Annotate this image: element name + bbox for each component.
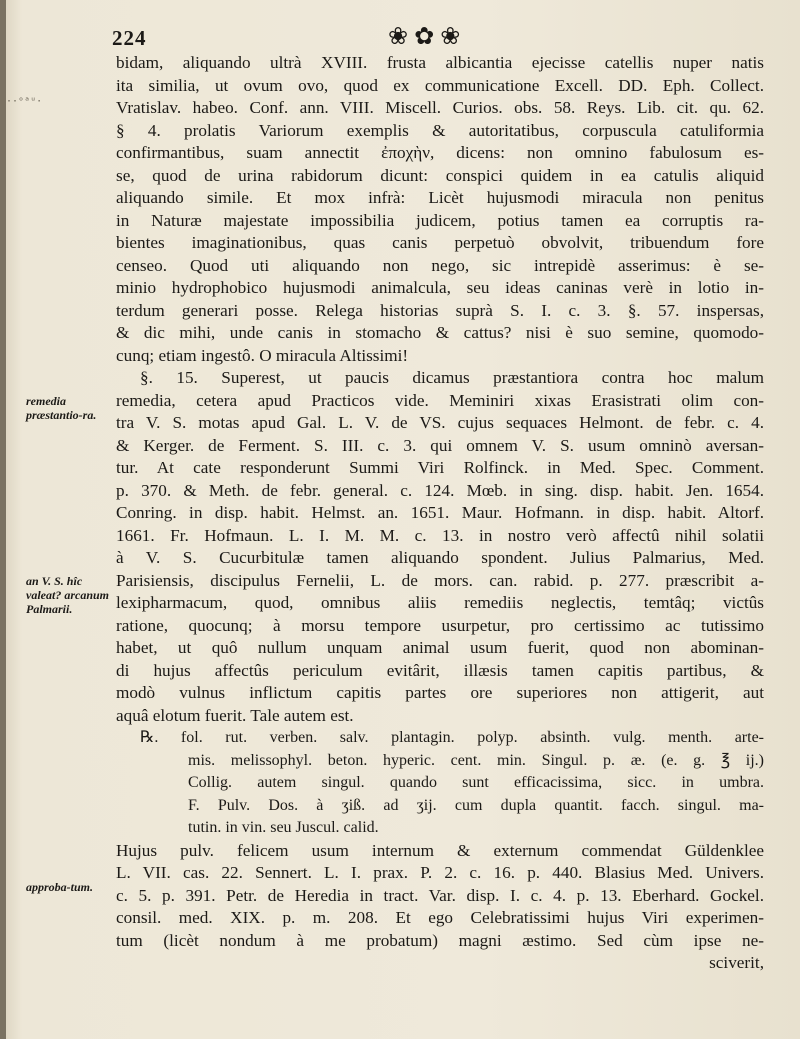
- marginal-note-remedia: remedia præstantio-ra.: [26, 394, 97, 422]
- text-line: bientes imaginationibus, quas canis perpetuò obvolvit, tribuendum fore: [116, 233, 764, 252]
- text-line: lexipharmacum, quod, omnibus aliis remediis neglectis, temtâq; victûs: [116, 593, 764, 612]
- text-line: Hujus pulv. felicem usum internum & externum commendat Güldenklee: [116, 840, 764, 860]
- text-line: § 4. prolatis Variorum exemplis & autoritatibus, corpuscula catuliformia: [116, 120, 764, 140]
- text-line: & Kerger. de Ferment. S. III. c. 3. qui omnem V. S. usum omninò aversan-: [116, 435, 764, 455]
- text-line: censeo. Quod uti aliquando non nego, sic intrepidè asserimus: è se-: [116, 255, 764, 275]
- text-line: minio hydrophobico hujusmodi animalcula, seu ideas caninas verè in lotio in-: [116, 278, 764, 297]
- text-line: tum (licèt nondum à me probatum) magni æstimo. Sed cùm ipse ne-: [116, 930, 764, 950]
- marginal-note-approbatum: approba-tum.: [26, 880, 94, 894]
- margin-blot: ··ᵒᵃᵘ·: [6, 96, 43, 107]
- header-ornament-icon: ❀✿❀: [388, 22, 467, 50]
- text-line: à V. S. Cucurbitulæ tamen aliquando spondent. Julius Palmarius, Med.: [116, 548, 764, 567]
- text-line: remedia, cetera apud Practicos vide. Meminiri xixas Erasistrati olim con-: [116, 390, 764, 410]
- recipe-line: tutin. in vin. seu Juscul. calid.: [188, 819, 379, 836]
- text-line: Conring. in disp. habit. Helmst. an. 1651. Maur. Hofmann. in disp. habit. Altorf.: [116, 503, 764, 522]
- text-line: habet, ut quô nullum unquam animal usum fuerit, quod non abominan-: [116, 638, 764, 657]
- text-line: confirmantibus, suam annectit ἐποχὴν, dicens: non omnino fabulosum es-: [116, 143, 764, 162]
- text-line: bidam, aliquando ultrà XVIII. frusta albicantia ejecisse catellis nuper natis: [116, 53, 764, 72]
- text-line: consil. med. XIX. p. m. 208. Et ego Celebratissimi hujus Viri experimen-: [116, 908, 764, 927]
- text-line: p. 370. & Meth. de febr. general. c. 124. Mœb. in sing. disp. habit. Jen. 1654.: [116, 480, 764, 500]
- catchword: sciverit,: [709, 953, 764, 972]
- text-line: Parisiensis, discipulus Fernelii, L. de mors. can. rabid. p. 277. præscribit a-: [116, 570, 764, 590]
- text-line: ratione, quocunq; à morsu tempore usurpetur, pro certissimo ac tutissimo: [116, 615, 764, 635]
- text-line: ita similia, ut ovum ovo, quod ex communicatione Excell. DD. Eph. Collect.: [116, 75, 764, 95]
- recipe-line: mis. melissophyl. beton. hyperic. cent. min. Singul. p. æ. (e. g. ℥ ij.): [188, 751, 764, 769]
- recipe-line: ℞. fol. rut. verben. salv. plantagin. polyp. absinth. vulg. menth. arte-: [140, 729, 764, 746]
- text-line: modò vulnus inflictum capitis partes ore superiores non attigerit, aut: [116, 683, 764, 702]
- text-line: in Naturæ majestate impossibilia judicem, potius tamen ea corruptis ra-: [116, 210, 764, 230]
- text-line: se, quod de urina rabidorum dicunt: conspici quidem in ea catulis aliquid: [116, 165, 764, 185]
- text-line: di hujus affectûs periculum evitârit, illæsis tamen capitis partibus, &: [116, 660, 764, 680]
- text-line: cunq; etiam ingestô. O miracula Altissimi!: [116, 345, 409, 365]
- text-line: aliquando simile. Et mox infrà: Licèt hujusmodi miracula non penitus: [116, 188, 764, 207]
- text-line: 1661. Fr. Hofmaun. L. I. M. M. c. 13. in nostro verò affectû nihil solatii: [116, 525, 764, 545]
- body-text: [116, 52, 764, 975]
- recipe-line: Collig. autem singul. quando sunt efficacissima, sicc. in umbra.: [188, 774, 764, 791]
- text-line: Vratislav. habeo. Conf. ann. VIII. Miscell. Curios. obs. 58. Reys. Lib. cit. qu. 62.: [116, 98, 764, 117]
- text-line: tra V. S. motas apud Gal. L. V. de VS. cujus sequaces Helmont. de febr. c. 4.: [116, 413, 764, 432]
- text-line: aquâ elotum fuerit. Tale autem est.: [116, 705, 354, 725]
- text-line: c. 5. p. 391. Petr. de Heredia in tract. Var. disp. I. c. 4. p. 13. Eberhard. Gockel.: [116, 885, 764, 905]
- recipe-line: F. Pulv. Dos. à ʒiß. ad ʒij. cum dupla quantit. facch. singul. ma-: [188, 796, 764, 814]
- text-line: L. VII. cas. 22. Sennert. L. I. prax. P. 2. c. 16. p. 440. Blasius Med. Univers.: [116, 863, 764, 882]
- text-line: tur. At cate responderunt Summi Viri Rolfinck. in Med. Spec. Comment.: [116, 458, 764, 477]
- page-gutter: [0, 0, 6, 1039]
- text-line: & dic mihi, unde canis in stomacho & cattus? nisi è suo semine, quomodo-: [116, 323, 764, 342]
- page-header: [0, 22, 800, 54]
- marginal-note-palmarius: an V. S. hîc valeat? arcanum Palmarii.: [26, 574, 109, 616]
- text-line: terdum generari posse. Relega historias suprà S. I. c. 3. §. 57. inspersas,: [116, 300, 764, 320]
- text-line: §. 15. Superest, ut paucis dicamus præstantiora contra hoc malum: [140, 368, 764, 387]
- page-number: 224: [112, 26, 147, 50]
